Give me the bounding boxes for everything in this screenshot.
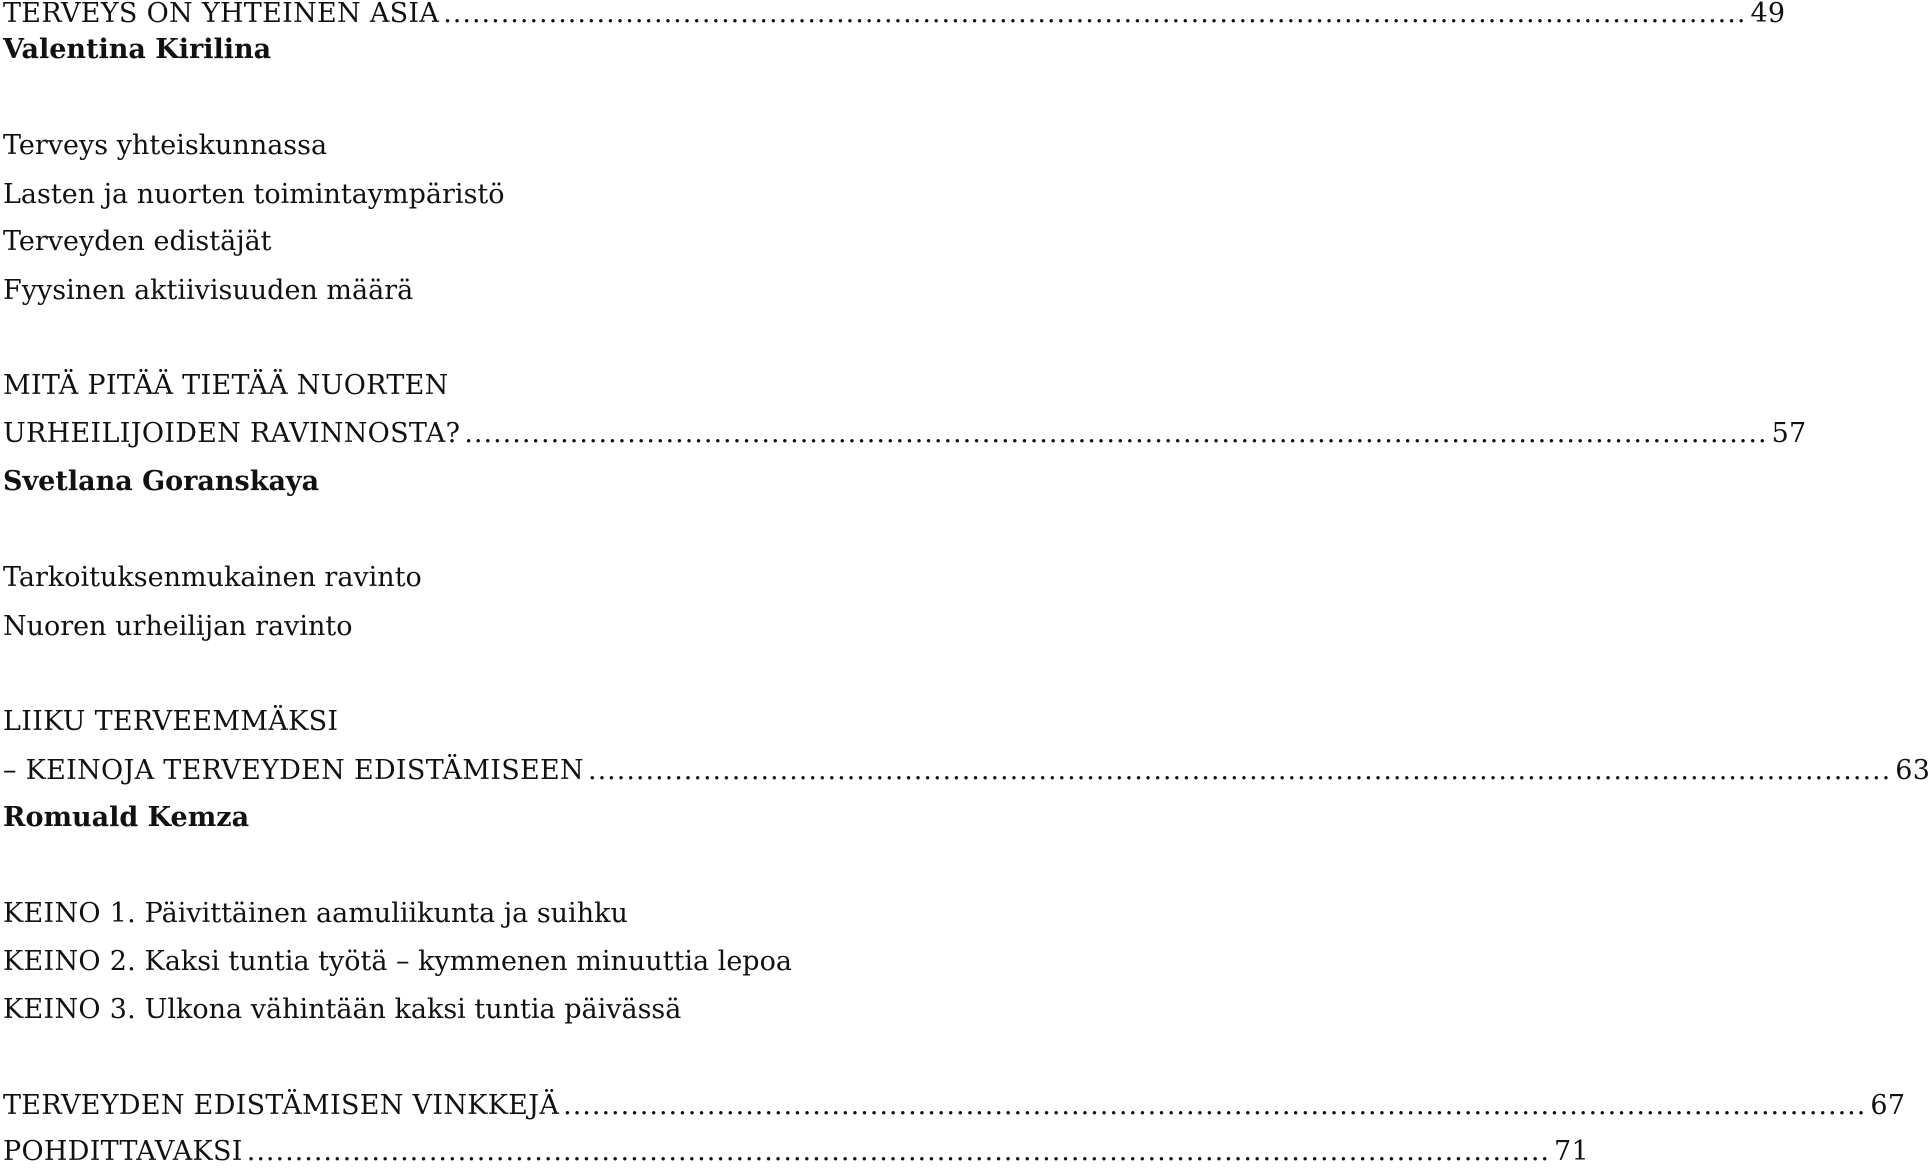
section-title: TERVEYS ON YHTEINEN ASIA [3,0,440,29]
leader-dots: ........................................................................................................................................ [464,418,1768,449]
page-number: 63 [1895,755,1930,786]
toc-entry-terveys-on-yhteinen-asia[interactable] [3,0,1786,34]
toc-entry-nuorten-urheilijoiden-ravinnosta[interactable] [3,414,1807,454]
section-title-line: MITÄ PITÄÄ TIETÄÄ NUORTEN [3,370,449,401]
subsection-item: Terveys yhteiskunnassa [3,130,328,161]
keino-text: Kaksi tuntia työtä – kymmenen minuuttia lepoa [144,946,792,977]
toc-entry-terveyden-edistamisen-vinkkeja[interactable] [3,1086,1906,1126]
keino-text: Päivittäinen aamuliikunta ja suihku [144,898,628,929]
table-of-contents-page [3,0,1930,1167]
page-number: 71 [1554,1136,1589,1167]
author-name: Romuald Kemza [3,802,250,833]
keino-item [3,990,958,1030]
keino-text: Ulkona vähintään kaksi tuntia päivässä [144,994,682,1025]
section-title: TERVEYDEN EDISTÄMISEN VINKKEJÄ [3,1090,560,1121]
leader-dots: ........................................................................................................................................ [246,1136,1550,1167]
section-title: POHDITTAVAKSI [3,1136,243,1167]
section-title: – KEINOJA TERVEYDEN EDISTÄMISEEN [3,755,584,786]
keino-label: KEINO 1. [3,898,137,929]
keino-item [3,894,958,934]
subsection-item: Nuoren urheilijan ravinto [3,611,353,642]
subsection-item: Terveyden edistäjät [3,226,272,257]
subsection-item: Fyysinen aktiivisuuden määrä [3,275,414,306]
leader-dots: ........................................................................................................................................ [443,0,1747,29]
page-number: 57 [1771,418,1807,449]
author-name: Valentina Kirilina [3,34,272,65]
keino-item [3,942,958,982]
keino-label: KEINO 2. [3,946,137,977]
subsection-item: Lasten ja nuorten toimintaympäristö [3,179,505,210]
page-number: 49 [1750,0,1786,29]
section-title: URHEILIJOIDEN RAVINNOSTA? [3,418,461,449]
keino-label: KEINO 3. [3,994,137,1025]
subsection-item: Tarkoituksenmukainen ravinto [3,562,422,593]
page-number: 67 [1870,1090,1906,1121]
leader-dots: ........................................................................................................................................ [587,755,1892,786]
leader-dots: ........................................................................................................................................ [563,1090,1867,1121]
section-title-line: LIIKU TERVEEMMÄKSI [3,706,339,737]
toc-entry-liiku-terveemmaksi[interactable] [3,751,1930,791]
toc-entry-pohdittavaksi[interactable] [3,1132,1589,1172]
author-name: Svetlana Goranskaya [3,466,320,497]
